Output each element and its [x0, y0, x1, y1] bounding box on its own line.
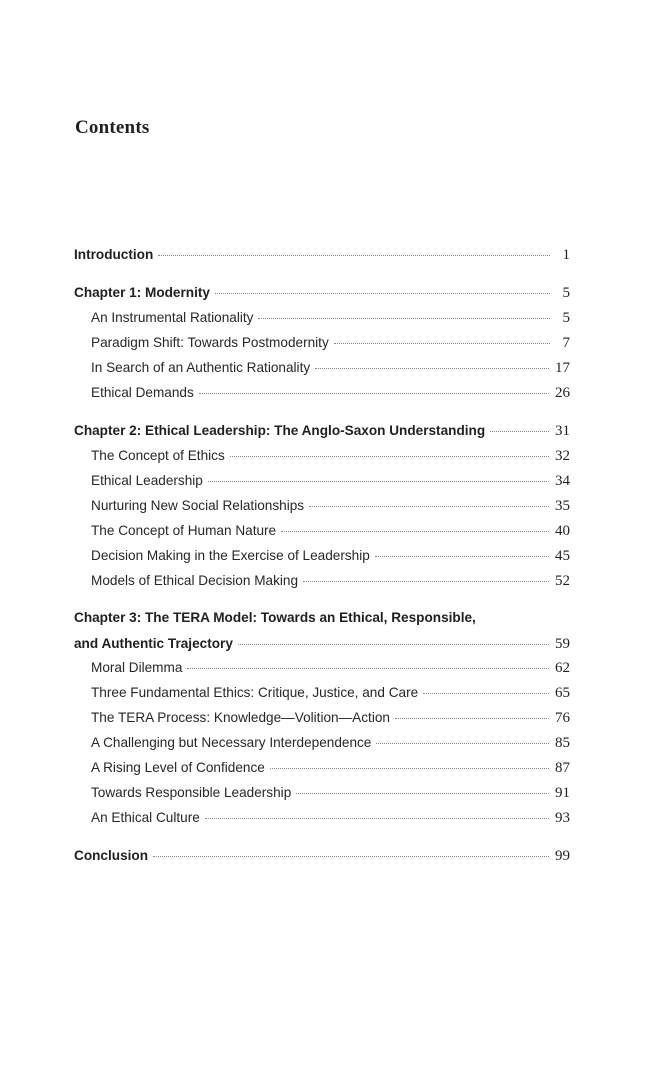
toc-entry-chapter-1	[74, 283, 570, 303]
toc-page-number: 1	[562, 247, 570, 263]
dot-leader	[334, 343, 550, 344]
toc-entry-section	[91, 521, 570, 541]
toc-page-number: 93	[555, 810, 570, 826]
dot-leader	[490, 431, 549, 432]
toc-entry-label: An Ethical Culture	[91, 810, 200, 825]
toc-entry-chapter-2	[74, 421, 570, 441]
dot-leader	[315, 368, 549, 369]
toc-entry-label: Decision Making in the Exercise of Leadership	[91, 548, 370, 563]
dot-leader	[395, 718, 549, 719]
toc-entry-label: Nurturing New Social Relationships	[91, 498, 305, 513]
toc-entry-label: Ethical Leadership	[91, 473, 203, 488]
toc-page-number: 85	[555, 735, 570, 751]
dot-leader	[153, 856, 549, 857]
toc-entry-label: Three Fundamental Ethics: Critique, Justice, and Care	[91, 685, 419, 700]
toc-page-number: 34	[555, 473, 570, 489]
dot-leader	[199, 393, 549, 394]
toc-entry-section	[91, 471, 570, 491]
toc-page-number: 65	[555, 685, 570, 701]
page-title: Contents	[75, 117, 150, 138]
toc-page-number: 52	[555, 573, 570, 589]
toc-entry-conclusion	[74, 846, 570, 866]
toc-entry-section	[91, 546, 570, 566]
toc-entry-section	[91, 571, 570, 591]
toc-entry-section	[91, 308, 570, 328]
toc-page-number: 59	[555, 636, 570, 652]
toc-entry-label: Chapter 2: Ethical Leadership: The Anglo-Saxon Understanding	[74, 423, 486, 438]
toc-entry-section	[91, 333, 570, 353]
dot-leader	[158, 255, 550, 256]
toc-entry-label: Chapter 1: Modernity	[74, 285, 210, 300]
toc-entry-label: and Authentic Trajectory	[74, 636, 233, 651]
toc-entry-label: Ethical Demands	[91, 385, 194, 400]
toc-entry-label: In Search of an Authentic Rationality	[91, 360, 311, 375]
toc-page-number: 31	[555, 423, 570, 439]
toc-entry-section	[91, 708, 570, 728]
toc-entry-section	[91, 383, 570, 403]
toc-page-number: 5	[562, 285, 570, 301]
toc-entry-label: The Concept of Human Nature	[91, 523, 277, 538]
dot-leader	[205, 818, 549, 819]
dot-leader	[270, 768, 549, 769]
toc-entry-section	[91, 808, 570, 828]
toc-entry-section	[91, 496, 570, 516]
toc-entry-section	[91, 733, 570, 753]
toc-entry-label: Conclusion	[74, 848, 149, 863]
toc-entry-section	[91, 683, 570, 703]
toc-entry-introduction	[74, 245, 570, 265]
toc-entry-section	[91, 658, 570, 678]
toc-entry-label: Introduction	[74, 247, 154, 262]
dot-leader	[215, 293, 550, 294]
dot-leader	[423, 693, 549, 694]
toc-entry-label: The TERA Process: Knowledge—Volition—Action	[91, 710, 390, 725]
toc-entry-section	[91, 783, 570, 803]
toc-entry-label: A Challenging but Necessary Interdependence	[91, 735, 372, 750]
toc-entry-section	[91, 758, 570, 778]
dot-leader	[309, 506, 549, 507]
toc-entry-label: Moral Dilemma	[91, 660, 183, 675]
toc-page-number: 87	[555, 760, 570, 776]
toc-entry-label: An Instrumental Rationality	[91, 310, 254, 325]
dot-leader	[375, 556, 549, 557]
toc-page-number: 35	[555, 498, 570, 514]
dot-leader	[376, 743, 549, 744]
toc-page-number: 32	[555, 448, 570, 464]
toc-entry-chapter-3-line-1: Chapter 3: The TERA Model: Towards an Ethical, Responsible,	[74, 610, 476, 625]
toc-page-number: 7	[562, 335, 570, 351]
dot-leader	[303, 581, 549, 582]
dot-leader	[230, 456, 549, 457]
toc-page-number: 76	[555, 710, 570, 726]
toc-entry-section	[91, 446, 570, 466]
dot-leader	[296, 793, 549, 794]
toc-page-number: 91	[555, 785, 570, 801]
dot-leader	[208, 481, 549, 482]
toc-entry-section	[91, 358, 570, 378]
dot-leader	[258, 318, 550, 319]
dot-leader	[281, 531, 549, 532]
toc-page-number: 26	[555, 385, 570, 401]
toc-page-number: 62	[555, 660, 570, 676]
toc-entry-label: The Concept of Ethics	[91, 448, 225, 463]
toc-entry-chapter-3	[74, 634, 570, 654]
toc-entry-label: A Rising Level of Confidence	[91, 760, 265, 775]
dot-leader	[238, 644, 549, 645]
dot-leader	[187, 668, 549, 669]
toc-page-number: 99	[555, 848, 570, 864]
toc-page-number: 17	[555, 360, 570, 376]
toc-entry-label: Paradigm Shift: Towards Postmodernity	[91, 335, 329, 350]
toc-page-number: 5	[562, 310, 570, 326]
toc-page-number: 40	[555, 523, 570, 539]
toc-page-number: 45	[555, 548, 570, 564]
toc-entry-label: Models of Ethical Decision Making	[91, 573, 299, 588]
toc-entry-label: Towards Responsible Leadership	[91, 785, 292, 800]
